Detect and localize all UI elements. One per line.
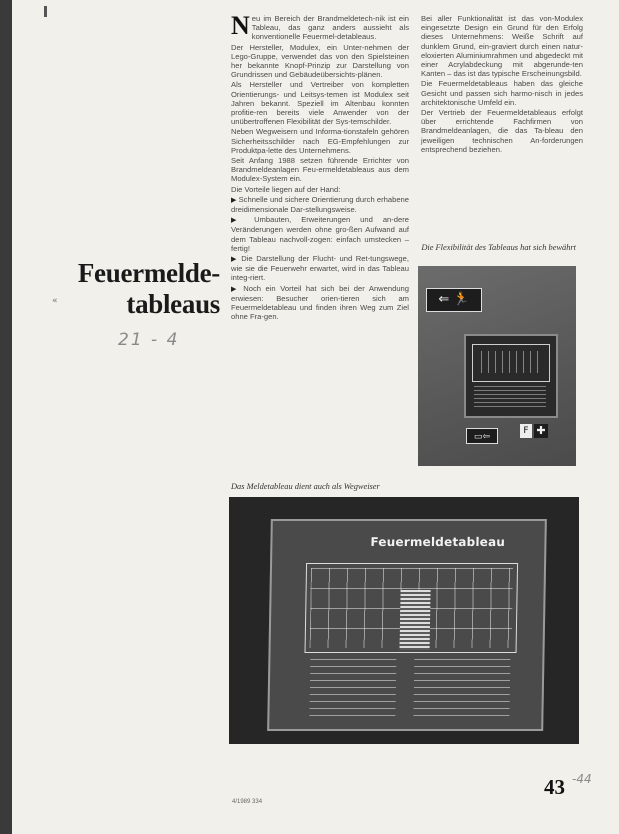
page-number: 43 [544, 775, 565, 799]
board-stairwell [400, 590, 431, 650]
article-title [68, 258, 220, 320]
bullet-arrow-icon: ▶ [231, 196, 239, 204]
tableau-floorplan [472, 344, 550, 382]
paragraph: Der Hersteller, Modulex, ein Unter-nehmen der Lego-Gruppe, verwendet das von den Spielsteinen her bekannte Knopf-Prinzip zur Darstellung von Grundrissen und Gebäudeübersichts-plänen. [231, 42, 409, 80]
photo-wall-tableau [418, 266, 576, 466]
door-sign-icon: ▭⇦ [466, 428, 498, 444]
f-sign-icon: F [520, 424, 532, 438]
board-legend [309, 659, 510, 717]
fire-alarm-board [267, 519, 547, 731]
dropcap: N [231, 11, 250, 40]
photo-caption-2: Das Meldetableau dient auch als Wegweiser [231, 482, 380, 491]
photo-board [229, 497, 579, 744]
exit-sign-icon: ⇐ 🏃 [426, 288, 482, 312]
board-title: Feuermeldetableau [370, 535, 506, 549]
paragraph: Die Vorteile liegen auf der Hand: [231, 184, 341, 194]
paragraph: Neben Wegweisern und Informa-tionstafeln gehören Sicherheitsschilder nach EG-Empfehlungen zur Produktpa-lette des Unternehmens. [231, 127, 409, 155]
text-column-2 [421, 14, 583, 155]
scan-left-edge [0, 0, 12, 834]
bullet-arrow-icon: ▶ [231, 285, 244, 293]
paragraph: Bei aller Funktionalität ist das von-Modulex eingesetzte Design ein Grund für den Erfolg dieses Unternehmens: Weiße Schrift auf dunklem Grund, ein-graviert durch einen natur-eloxierten Aluminiumrahmen und abgedeckt mit einer Acrylabdeckung mit abgerunde-ten Kanten – das ist das typische Erscheinungsbild. [421, 14, 583, 79]
photo-caption-1: Die Flexibilität des Tableaus hat sich bewährt [421, 243, 576, 252]
footer-issue: 4/1989 334 [232, 799, 263, 805]
tableau-panel [464, 334, 558, 418]
page-number-handwritten: -44 [572, 772, 592, 786]
handwritten-note: 21 - 4 [118, 330, 180, 350]
title-line-2: tableaus [126, 289, 220, 319]
paragraph: Neu im Bereich der Brandmeldetech-nik ist ein Tableau, das ganz anders aussieht als konventionelle Feuermel-detableaus. [231, 11, 409, 42]
bullet-arrow-icon: ▶ [231, 217, 255, 225]
bullet-item: ▶ Die Darstellung der Flucht- und Ret-tungswege, wie sie die Feuerwehr erwartet, wird in das Tableau integ-riert. [231, 254, 409, 283]
board-floorplan [305, 563, 519, 653]
first-aid-icon: ✚ [534, 424, 548, 438]
text-column-1 [231, 11, 410, 323]
margin-mark: « [52, 296, 58, 306]
bullet-item: ▶ Schnelle und sichere Orientierung durch erhabene dreidimensionale Dar-stellungsweise. [231, 194, 410, 215]
paragraph: Als Hersteller und Vertreiber von kompletten Orientierungs- und Leitsys-temen ist Modulex seit Jahren bekannt. Speziell im Altenbau konnten profitie-ren bereits viele Anwender von der unübertroffenen Flexibilität der Sys-temschilder. [231, 80, 409, 127]
bullet-arrow-icon: ▶ [231, 256, 242, 264]
paragraph: Die Feuermeldetableaus haben das gleiche Gesicht und passen sich harmo-nisch in jedes architektonische Umfeld ein. [421, 79, 583, 107]
paragraph: Seit Anfang 1988 setzen führende Errichter von Brandmeldeanlagen Feu-ermeldetableaus aus dem Modulex-System ein. [231, 156, 409, 184]
paragraph: Der Vertrieb der Feuermeldetableaus erfolgt über errichtende Fachfirmen von Brandmeldeanlagen, die das Ta-bleau den jeweiligen technischen An-forderungen entsprechend beziehen. [421, 108, 583, 154]
punch-mark [44, 6, 47, 17]
bullet-item: ▶ Noch ein Vorteil hat sich bei der Anwendung erwiesen: Besucher orien-tieren sich am Feuermeldetableau und finden ihren Weg zum Ziel ohne Fra-gen. [231, 283, 409, 322]
bullet-item: ▶ Umbauten, Erweiterungen und an-dere Veränderungen werden ohne gro-ßen Aufwand auf dem Tableau nachvoll-zogen: einfach umstecken – fertig! [231, 215, 409, 253]
title-line-1: Feuermelde- [77, 258, 220, 288]
tableau-legend [474, 386, 546, 408]
